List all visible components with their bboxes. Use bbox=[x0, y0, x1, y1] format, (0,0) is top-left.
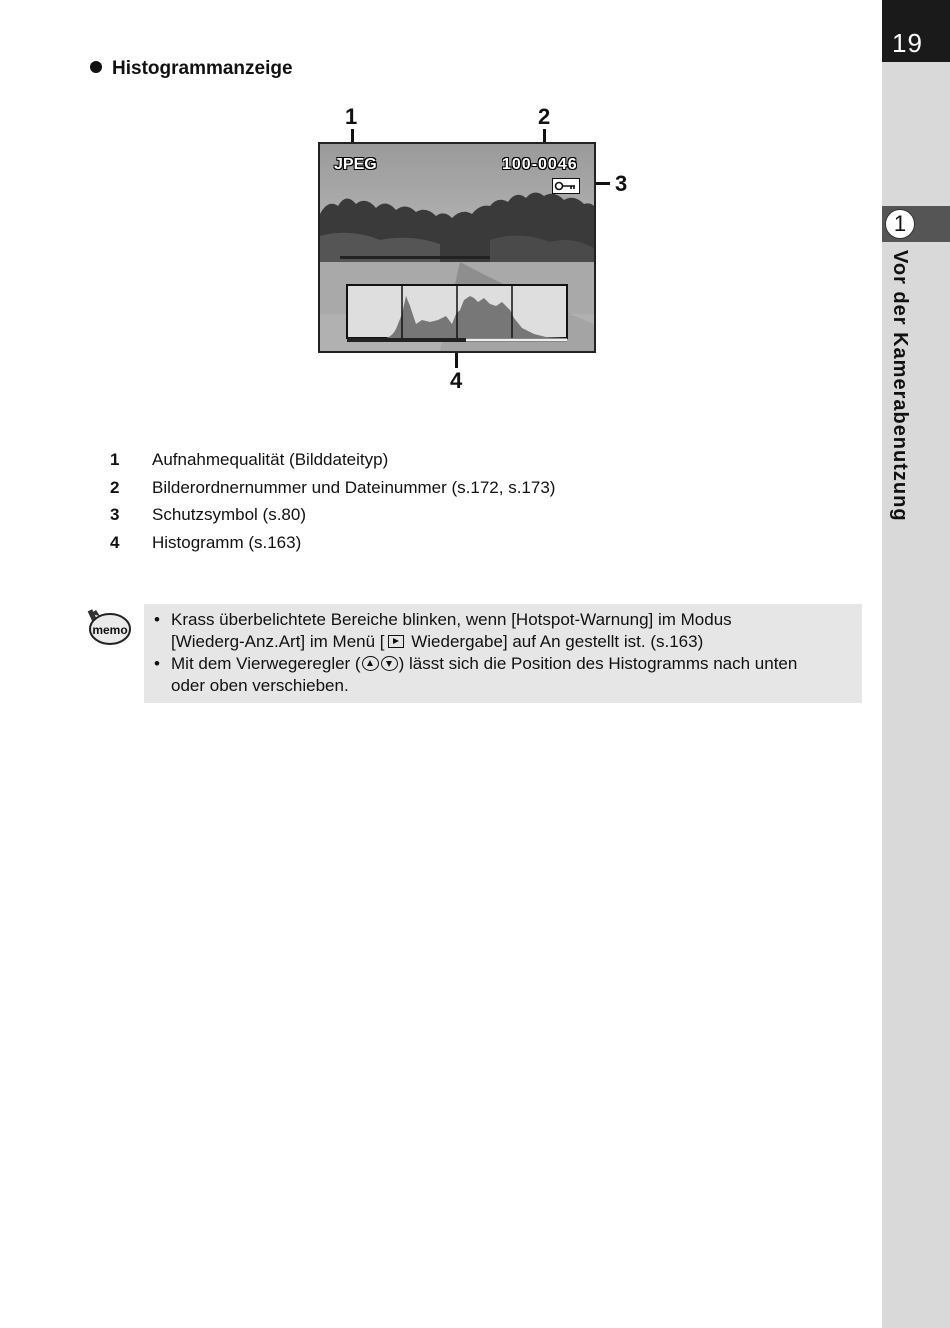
section-heading-text: Histogrammanzeige bbox=[112, 58, 293, 79]
chapter-number: 1 bbox=[885, 209, 915, 239]
callout-2: 2 bbox=[538, 104, 551, 129]
memo-line-2b: Wiedergabe] auf An gestellt ist. (s.163) bbox=[406, 632, 704, 651]
memo-line-3b: ) lässt sich die Position des Histogramms nach unten bbox=[398, 654, 798, 673]
legend-text: Schutzsymbol (s.80) bbox=[152, 505, 306, 524]
chapter-title: Vor der Kamerabenutzung bbox=[889, 250, 911, 522]
memo-box bbox=[144, 604, 862, 703]
memo-bullet: • bbox=[154, 654, 160, 673]
memo-line-3a: Mit dem Vierwegeregler ( bbox=[171, 654, 361, 673]
legend-number: 1 bbox=[110, 450, 120, 469]
memo-bullet: • bbox=[154, 610, 160, 629]
camera-screen bbox=[318, 142, 596, 353]
legend-text: Bilderordnernummer und Dateinummer (s.172, s.173) bbox=[152, 477, 556, 497]
page-number-box bbox=[882, 0, 950, 62]
legend-list bbox=[110, 448, 555, 558]
memo-line-2a: [Wiederg-Anz.Art] im Menü [ bbox=[171, 632, 385, 651]
legend-number: 2 bbox=[110, 477, 120, 497]
legend-number: 3 bbox=[110, 505, 120, 524]
legend-item bbox=[110, 476, 555, 504]
bullet-dot-icon bbox=[90, 61, 102, 73]
memo-line-4: oder oben verschieben. bbox=[171, 676, 349, 695]
playback-icon bbox=[388, 635, 404, 648]
chapter-tab bbox=[882, 206, 950, 242]
page-number: 19 bbox=[892, 28, 923, 58]
legend-item bbox=[110, 448, 555, 476]
histogram-icon bbox=[346, 284, 568, 344]
down-arrow-icon bbox=[381, 656, 398, 671]
legend-number: 4 bbox=[110, 532, 120, 552]
legend-text: Aufnahmequalität (Bilddateityp) bbox=[152, 450, 389, 469]
memo-line-3 bbox=[171, 653, 797, 675]
up-arrow-icon bbox=[362, 656, 379, 671]
quality-label: JPEG bbox=[334, 156, 377, 173]
key-icon bbox=[552, 178, 580, 194]
side-tab-strip bbox=[882, 0, 950, 1328]
legend-item bbox=[110, 503, 555, 531]
callout-4: 4 bbox=[450, 368, 463, 393]
legend-item bbox=[110, 531, 555, 559]
memo-line-1: Krass überbelichtete Bereiche blinken, wenn [Hotspot-Warnung] im Modus bbox=[171, 610, 732, 629]
section-heading bbox=[90, 58, 293, 80]
callout-3: 3 bbox=[615, 171, 628, 196]
memo-icon-label: memo bbox=[92, 623, 128, 637]
file-number: 100-0046 bbox=[502, 156, 578, 173]
memo-icon bbox=[86, 606, 132, 648]
legend-text: Histogramm (s.163) bbox=[152, 532, 302, 552]
callout-1: 1 bbox=[345, 104, 358, 129]
memo-line-2 bbox=[171, 631, 703, 653]
